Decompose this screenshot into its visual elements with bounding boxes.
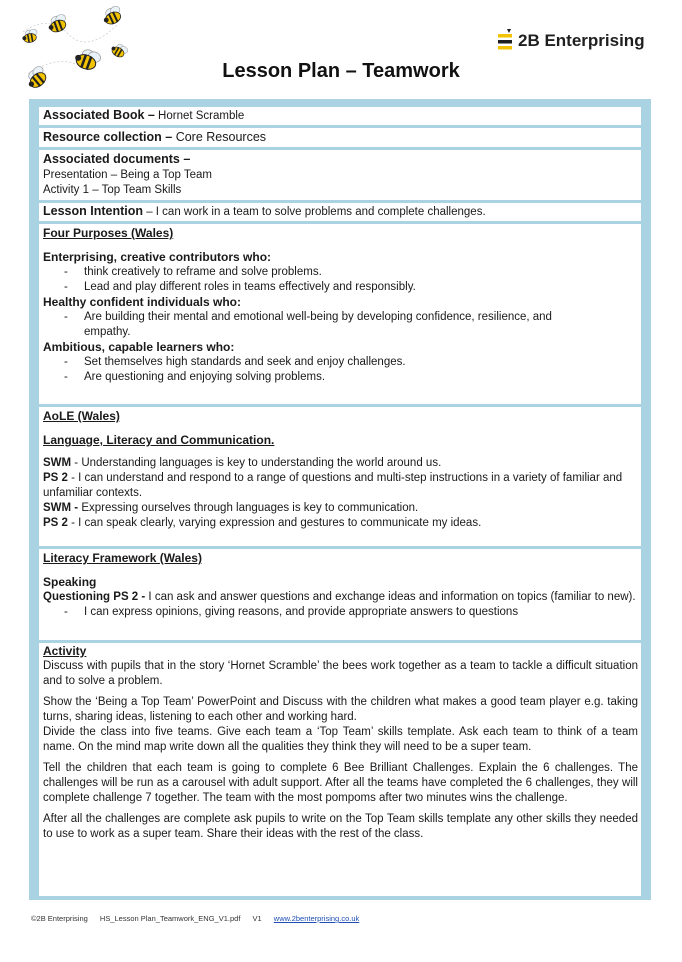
aole-section xyxy=(39,407,641,546)
associated-documents-label: Associated documents – xyxy=(43,152,191,166)
activity-paragraph: Discuss with pupils that in the story ‘Hornet Scramble’ the bees work together as a team to tackle a difficult situation and to solve a problem. xyxy=(43,660,638,687)
literacy-text: I can ask and answer questions and exchange ideas and information on topics (familiar to new). xyxy=(145,591,636,603)
aole-text: - I can understand and respond to a range of questions and multi-step instructions in a variety of familiar and unfamiliar contexts. xyxy=(43,472,623,499)
aole-line xyxy=(43,501,638,516)
aole-text: - I can speak clearly, varying expression and gestures to communicate my ideas. xyxy=(67,517,482,529)
aole-heading: AoLE (Wales) xyxy=(43,409,120,423)
document-item: Presentation – Being a Top Team xyxy=(43,169,212,181)
lesson-intention-label: Lesson Intention xyxy=(43,204,143,218)
literacy-framework-section xyxy=(39,549,641,640)
aole-code: PS 2 xyxy=(43,472,68,484)
page-title: Lesson Plan – Teamwork xyxy=(222,60,460,82)
associated-book-value: Hornet Scramble xyxy=(158,110,245,122)
logo-mark-icon xyxy=(498,29,514,53)
footer-website-link[interactable]: www.2benterprising.co.uk xyxy=(273,914,360,923)
resource-collection-label: Resource collection – xyxy=(43,130,173,144)
lesson-intention-row xyxy=(39,203,641,221)
activity-paragraph: After all the challenges are complete ask pupils to write on the Top Team skills template any other skills they needed to use to work as a super team. Share their ideas with the rest of the class. xyxy=(43,813,638,840)
associated-book-row xyxy=(39,107,641,125)
aole-line xyxy=(43,456,638,471)
literacy-framework-heading: Literacy Framework (Wales) xyxy=(43,551,202,565)
purpose-item: - Are building their mental and emotional well-being by developing confidence, resilience, and empathy. xyxy=(43,310,638,340)
four-purposes-section xyxy=(39,224,641,404)
page-footer xyxy=(31,914,359,923)
aole-subheading: Language, Literacy and Communication. xyxy=(43,433,275,447)
aole-text: - Understanding languages is key to understanding the world around us. xyxy=(71,457,442,469)
associated-documents-row xyxy=(39,150,641,200)
purpose-item: - Lead and play different roles in teams effectively and responsibly. xyxy=(43,280,638,295)
literacy-subheading: Speaking xyxy=(43,575,97,589)
aole-line xyxy=(43,516,638,531)
purpose-item: - Set themselves high standards and seek and enjoy challenges. xyxy=(43,355,638,370)
activity-heading: Activity xyxy=(43,644,87,658)
footer-copyright: ©2B Enterprising xyxy=(31,914,88,923)
aole-code: SWM xyxy=(43,457,72,469)
footer-version: V1 xyxy=(252,914,262,923)
purpose-item: - think creatively to reframe and solve problems. xyxy=(43,265,638,280)
purpose-group-title: Ambitious, capable learners who: xyxy=(43,340,235,354)
activity-paragraph: Tell the children that each team is going to complete 6 Bee Brilliant Challenges. Explain the 6 challenges. The challenges will be run as a carousel with adult support. After all the teams have completed the 6 challenges, they will complete challenge 7 together. The team with the most pompoms after two minutes wins the challenge. xyxy=(43,762,638,804)
activity-paragraph: Show the ‘Being a Top Team’ PowerPoint and Discuss with the children what makes a good team player e.g. taking turns, sharing ideas, listening to each other and working hard. xyxy=(43,696,638,723)
brand-logo xyxy=(498,28,645,54)
literacy-line xyxy=(43,590,638,605)
aole-line xyxy=(43,471,638,501)
literacy-code: Questioning PS 2 - xyxy=(43,591,146,603)
lesson-table xyxy=(29,99,651,900)
aole-text: Expressing ourselves through languages is key to communication. xyxy=(78,502,419,514)
four-purposes-heading: Four Purposes (Wales) xyxy=(43,226,174,240)
logo-text: 2B Enterprising xyxy=(518,31,645,50)
purpose-item: - Are questioning and enjoying solving problems. xyxy=(43,370,638,385)
literacy-item: - I can express opinions, giving reasons, and provide appropriate answers to questions xyxy=(43,605,638,620)
document-item: Activity 1 – Top Team Skills xyxy=(43,184,182,196)
associated-book-label: Associated Book – xyxy=(43,108,155,122)
aole-code: PS 2 xyxy=(43,517,68,529)
aole-code: SWM - xyxy=(43,502,79,514)
footer-filename: HS_Lesson Plan_Teamwork_ENG_V1.pdf xyxy=(99,914,241,923)
purpose-group-title: Healthy confident individuals who: xyxy=(43,295,242,309)
purpose-group-title: Enterprising, creative contributors who: xyxy=(43,250,272,264)
resource-collection-value: Core Resources xyxy=(175,130,267,144)
activity-paragraph: Divide the class into five teams. Give each team a ‘Top Team’ skills template. Ask each team to think of a team name. On the mind map write down all the qualities they think they will need to be a super team. xyxy=(43,726,638,753)
lesson-intention-value: – I can work in a team to solve problems and complete challenges. xyxy=(146,206,486,218)
activity-section xyxy=(39,643,641,896)
resource-collection-row xyxy=(39,128,641,147)
